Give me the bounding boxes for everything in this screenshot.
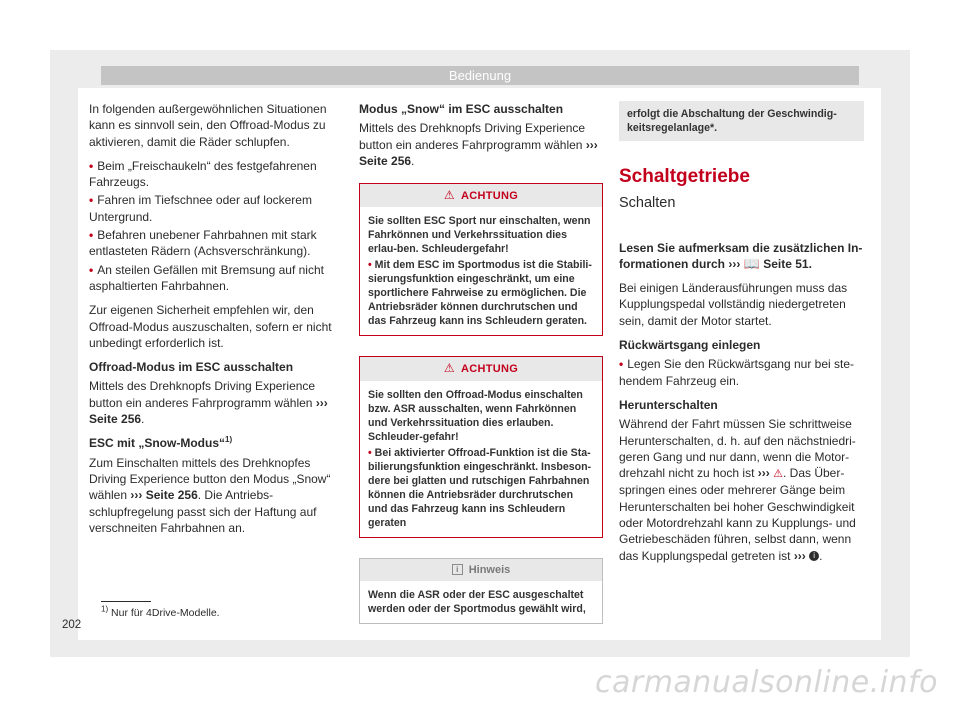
column-2 — [359, 101, 603, 624]
bullet-icon: • — [368, 446, 372, 459]
arrow-icon: ››› — [315, 395, 328, 410]
list-item: • Beim „Freischaukeln“ des festgefahrenen Fahrzeugs. — [89, 158, 317, 190]
downshift-paragraph: Während der Fahrt müssen Sie schrittweise Herunterschalten, d. h. auf den nächstniedri-geren Gang und nur dann, wenn die Motor-drehzahl nicht zu hoch ist ››› ⚠. Das Über-springen eines oder mehrerer Gänge beim Herunterschalten bei hoher Geschwindigkeit oder Motordrehzahl kann zu Kupplungs- und Getriebeschäden führen, selbst dann, wenn das Kupplungspedal getreten ist ››› i . — [619, 417, 856, 563]
warning-box — [359, 356, 603, 537]
footnote-divider — [101, 601, 151, 602]
safety-paragraph: Zur eigenen Sicherheit empfehlen wir, den Offroad-Modus auszuschalten, sofern er nicht unbedingt erforderlich ist. — [89, 303, 332, 350]
bullet-icon: • — [89, 193, 94, 208]
book-icon: 📖 — [743, 255, 760, 271]
offroad-paragraph: Mittels des Drehknopfs Driving Experience button ein anderes Fahrprogramm wählen ››› Seite 256. — [89, 379, 328, 427]
bullet-icon: • — [619, 357, 624, 372]
page-reference-link[interactable]: Seite 51 — [763, 256, 809, 271]
reverse-heading: Rückwärtsgang einlegen — [619, 338, 761, 353]
warning-body: Sie sollten den Offroad-Modus einschalten bzw. ASR ausschalten, wenn Fahrkönnen und Verkehrssituation dies erlauben. Schleuder-gefahr! • Bei aktivierter Offroad-Funktion ist die Sta-bilierungsfunktion eingeschränkt. Insbeson-dere bei glatten und rutschigen Fahrbahnen können die Antriebsräder durchrutschen und das Fahrzeug kann ins Schleudern geraten — [368, 388, 592, 529]
warning-triangle-icon: ⚠ — [443, 361, 455, 376]
snow-off-paragraph: Mittels des Drehknopfs Driving Experience button ein anderes Fahrprogramm wählen ››› Seite 256. — [359, 121, 598, 168]
arrow-icon: ››› — [793, 548, 806, 563]
downshift-heading: Herunterschalten — [619, 397, 718, 412]
warning-triangle-icon: ⚠ — [773, 468, 783, 481]
info-icon: i — [809, 551, 819, 561]
read-first-paragraph: Lesen Sie aufmerksam die zusätzlichen In-formationen durch ››› 📖 Seite 51. — [619, 240, 863, 271]
page-reference-link[interactable]: Seite 256 — [359, 153, 412, 168]
section-title: Schaltgetriebe — [619, 166, 750, 187]
info-icon: i — [452, 564, 463, 575]
column-3 — [619, 101, 864, 572]
arrow-icon: ››› — [585, 137, 598, 152]
warning-box — [359, 183, 603, 336]
bullet-icon: • — [368, 259, 372, 272]
footnote: $^{1)}$ Nur für 4Drive-Modelle. — [101, 604, 220, 619]
page-number: 202 — [62, 619, 82, 631]
page-reference-link[interactable]: Seite 256 — [145, 488, 198, 503]
hint-header: i Hinweis — [360, 559, 602, 581]
offroad-heading: Offroad-Modus im ESC ausschalten — [89, 360, 294, 375]
list-item: • Legen Sie den Rückwärtsgang nur bei ste-hendem Fahrzeug ein. — [619, 357, 855, 388]
hint-continuation: erfolgt die Abschaltung der Geschwindig-keitsregelanlage*. — [619, 101, 864, 141]
arrow-icon: ››› — [728, 256, 741, 271]
sub-title: Schalten — [619, 195, 676, 212]
snow-heading: ESC mit „Snow-Modus“$^{1)}$ — [89, 435, 233, 451]
warning-header: ⚠ ACHTUNG — [360, 184, 602, 207]
page-reference-link[interactable]: Seite 256 — [89, 412, 142, 427]
arrow-icon: ››› — [757, 466, 770, 481]
list-item: • Befahren unebener Fahrbahnen mit stark entlasteten Rädern (Achsverschränkung). — [89, 228, 317, 259]
intro-paragraph: In folgenden außergewöhnlichen Situationen kann es sinnvoll sein, den Offroad-Modus zu aktivieren, damit die Räder schlupfen. — [89, 102, 327, 149]
warning-triangle-icon: ⚠ — [443, 188, 455, 203]
snow-paragraph: Zum Einschalten mittels des Drehknopfes Driving Experience button den Modus „Snow“ wählen ››› Seite 256. Die Antriebs-schlupfregelung passt sich der Haftung auf verschneiten Fahrbahnen an. — [89, 455, 331, 535]
countries-paragraph: Bei einigen Länderausführungen muss das Kupplungspedal vollständig niedergetreten sein, damit der Motor startet. — [619, 281, 848, 328]
list-item: • Fahren im Tiefschnee oder auf lockerem Untergrund. — [89, 193, 312, 224]
bullet-icon: • — [89, 228, 94, 243]
warning-header: ⚠ ACHTUNG — [360, 357, 602, 380]
hint-body: Wenn die ASR oder der ESC ausgeschaltet werden oder der Sportmodus gewählt wird, — [368, 589, 586, 616]
watermark: carmanualsonline.info — [594, 665, 938, 700]
column-1 — [89, 101, 339, 544]
footnote-marker: 1) — [225, 435, 233, 445]
arrow-icon: ››› — [130, 488, 143, 503]
bullet-icon: • — [89, 262, 94, 277]
page-header: Bedienung — [101, 66, 859, 85]
snow-off-heading: Modus „Snow“ im ESC ausschalten — [359, 102, 564, 116]
bullet-icon: • — [89, 158, 94, 173]
hint-box — [359, 558, 603, 624]
warning-body: Sie sollten ESC Sport nur einschalten, wenn Fahrkönnen und Verkehrssituation dies erlau-ben. Schleudergefahr! • Mit dem ESC im Sportmodus ist die Stabili-sierungsfunktion eingeschränkt, um eine sportlichere Fahrweise zu ermöglichen. Die Antriebsräder können durchrutschen und das Fahrzeug kann ins Schleudern geraten. — [368, 215, 592, 328]
list-item: • An steilen Gefällen mit Bremsung auf nicht asphaltierten Fahrbahnen. — [89, 262, 324, 293]
